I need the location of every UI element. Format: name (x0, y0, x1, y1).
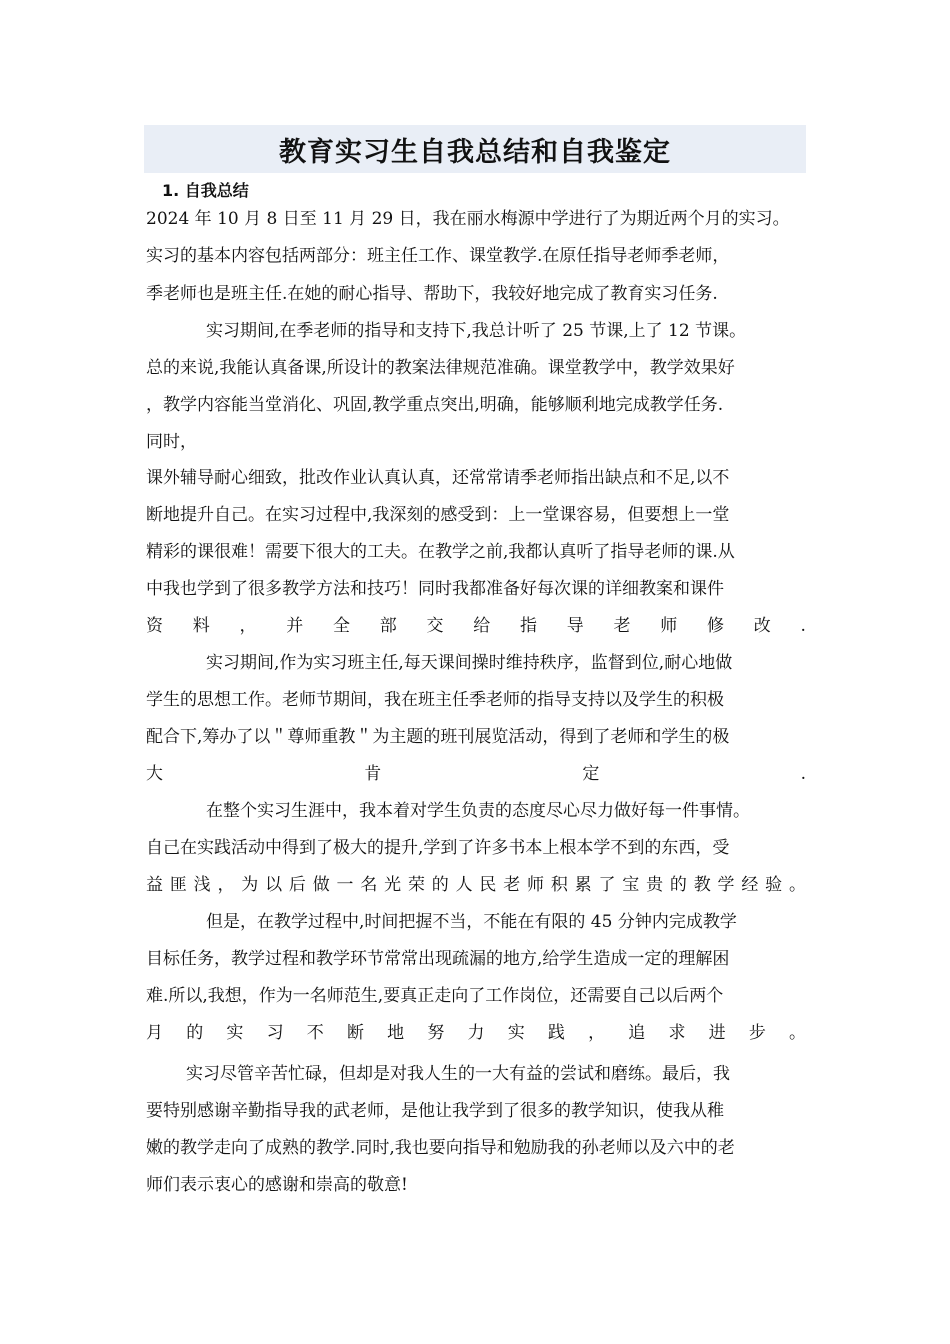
paragraph-line: 中我也学到了很多教学方法和技巧！同时我都准备好每次课的详细教案和课件 (146, 579, 724, 599)
paragraph-line: 实习期间,在季老师的指导和支持下,我总计听了 25 节课,上了 12 节课。 (206, 321, 747, 341)
paragraph-line: 自己在实践活动中得到了极大的提升,学到了许多书本上根本学不到的东西，受 (146, 838, 730, 858)
paragraph-line: 在整个实习生涯中，我本着对学生负责的态度尽心尽力做好每一件事情。 (206, 801, 750, 821)
paragraph-line: 2024 年 10 月 8 日至 11 月 29 日，我在丽水梅源中学进行了为期近两个月的实习。 (146, 209, 790, 229)
paragraph-line: 要特别感谢辛勤指导我的武老师，是他让我学到了很多的教学知识，使我从稚 (146, 1101, 724, 1121)
paragraph-line: 学生的思想工作。老师节期间，我在班主任季老师的指导支持以及学生的积极 (146, 690, 724, 710)
paragraph-line: 精彩的课很难！需要下很大的工夫。在教学之前,我都认真听了指导老师的课.从 (146, 542, 735, 562)
paragraph-line: 嫩的教学走向了成熟的教学.同时,我也要向指导和勉励我的孙老师以及六中的老 (146, 1138, 735, 1158)
paragraph-line: 断地提升自己。在实习过程中,我深刻的感受到：上一堂课容易，但要想上一堂 (146, 505, 730, 525)
section-heading: 1. 自我总结 (162, 181, 249, 200)
title-banner (144, 125, 806, 173)
paragraph-line: 难.所以,我想，作为一名师范生,要真正走向了工作岗位，还需要自己以后两个 (146, 986, 724, 1006)
paragraph-line: 总的来说,我能认真备课,所设计的教案法律规范准确。课堂教学中，教学效果好 (146, 358, 735, 378)
paragraph-line: ，教学内容能当堂消化、巩固,教学重点突出,明确，能够顺利地完成教学任务. (146, 395, 724, 415)
paragraph-line: 季老师也是班主任.在她的耐心指导、帮助下，我较好地完成了教育实习任务. (146, 284, 718, 304)
paragraph-line: 目标任务，教学过程和教学环节常常出现疏漏的地方,给学生造成一定的理解困 (146, 949, 730, 969)
paragraph-line: 课外辅导耐心细致，批改作业认真认真，还常常请季老师指出缺点和不足,以不 (146, 468, 730, 488)
paragraph-line: 实习的基本内容包括两部分：班主任工作、课堂教学.在原任指导老师季老师， (146, 246, 730, 266)
justified-line: 大 肯 定 . (146, 764, 806, 784)
paragraph-line: 师们表示衷心的感谢和崇高的敬意! (146, 1175, 408, 1195)
paragraph-line: 配合下,筹办了以＂尊师重教＂为主题的班刊展览活动，得到了老师和学生的极 (146, 727, 730, 747)
justified-line: 益 匪 浅 ， 为 以 后 做 一 名 光 荣 的 人 民 老 师 积 累 了 宝 贵 的 教 学 经 验 。 (146, 875, 806, 895)
document-title: 教育实习生自我总结和自我鉴定 (279, 136, 671, 168)
paragraph-line: 实习尽管辛苦忙碌，但却是对我人生的一大有益的尝试和磨练。最后，我 (186, 1064, 730, 1084)
paragraph-line: 但是，在教学过程中,时间把握不当，不能在有限的 45 分钟内完成教学 (206, 912, 737, 932)
paragraph-line: 同时， (146, 432, 197, 452)
justified-line: 资 料 ， 并 全 部 交 给 指 导 老 师 修 改 . (146, 616, 806, 636)
justified-line: 月 的 实 习 不 断 地 努 力 实 践 ， 追 求 进 步 。 (146, 1023, 806, 1043)
paragraph-line: 实习期间,作为实习班主任,每天课间操时维持秩序，监督到位,耐心地做 (206, 653, 733, 673)
